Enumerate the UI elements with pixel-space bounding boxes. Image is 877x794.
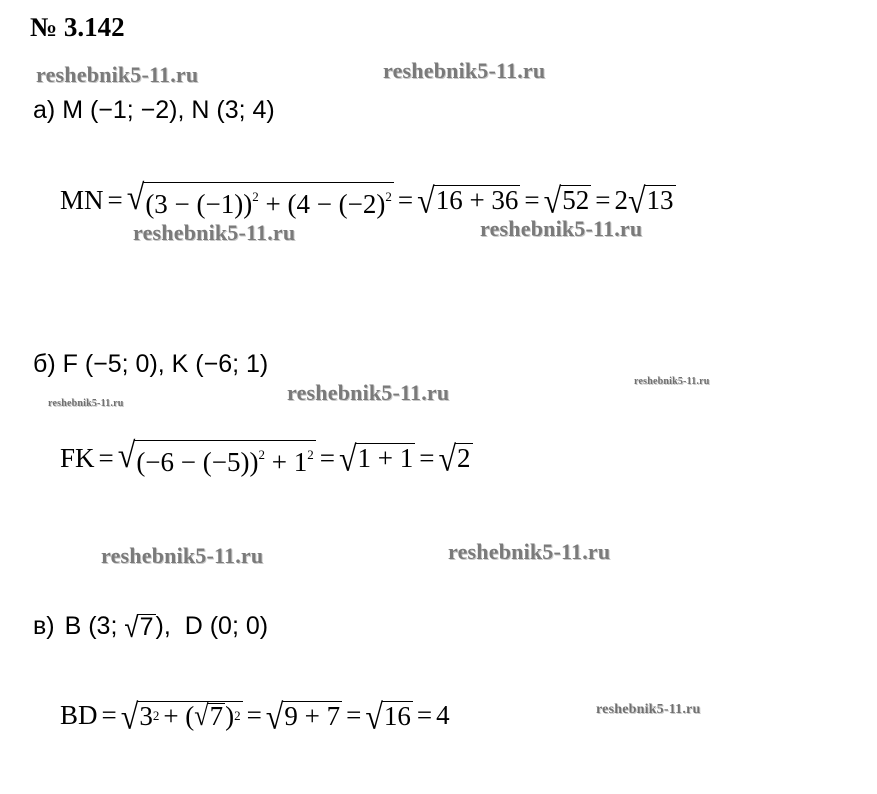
lhs: BD <box>60 700 98 730</box>
part-label: в) <box>33 612 55 640</box>
square-root: √ 16 + 36 <box>417 179 519 221</box>
square-root: √ 13 <box>627 179 674 221</box>
square-root: √ 16 <box>365 695 411 736</box>
watermark: reshebnik5-11.ru <box>48 398 124 409</box>
square-root: √ 9 + 7 <box>265 695 341 736</box>
problem-number: № 3.142 <box>30 12 125 42</box>
watermark: reshebnik5-11.ru <box>101 543 264 568</box>
square-root: √ 52 <box>543 179 590 221</box>
square-root: √ 3 2 + ( √ 7 ) 2 <box>120 695 241 736</box>
watermark: reshebnik5-11.ru <box>36 62 199 87</box>
watermark: reshebnik5-11.ru <box>480 216 643 241</box>
part-c-condition: в) B (3; √ 7 ), D (0; 0) <box>33 609 269 644</box>
lhs: MN <box>60 184 104 215</box>
part-a-condition <box>33 96 275 125</box>
part-label: а) <box>33 96 56 124</box>
square-root: √ 1 + 1 <box>338 437 414 479</box>
square-root: √ $(3 - (-1))^2 + (4 - (-2)^2$ <box>126 176 392 219</box>
watermark: reshebnik5-11.ru <box>383 58 546 83</box>
part-b-formula: FK = √ $(-6 - (-5))^2 + 1^2$ = √ 1 + 1 = √ 2 <box>60 434 471 479</box>
watermark: reshebnik5-11.ru <box>634 376 710 387</box>
part-a-formula: MN = √ $(3 - (-1))^2 + (4 - (-2)^2$ = √ 16 + 36 = √ 52 = 2 √ 13 <box>60 176 674 221</box>
condition-text: M (−1; −2), N (3; 4) <box>62 96 275 124</box>
result: 4 <box>436 700 450 730</box>
watermark: reshebnik5-11.ru <box>133 220 296 245</box>
watermark: reshebnik5-11.ru <box>596 702 701 717</box>
square-root: √ 7 <box>124 609 154 644</box>
square-root: √ $(-6 - (-5))^2 + 1^2$ <box>117 434 314 477</box>
watermark: reshebnik5-11.ru <box>448 539 611 564</box>
part-c-formula: BD = √ 3 2 + ( √ 7 ) 2 = √ 9 + 7 = √ 16 = 4 <box>60 695 450 736</box>
condition-text: F (−5; 0), K (−6; 1) <box>62 350 269 378</box>
square-root: √ 2 <box>438 437 471 479</box>
watermark: reshebnik5-11.ru <box>287 380 450 405</box>
lhs: FK <box>60 442 95 473</box>
part-label: б) <box>33 350 56 378</box>
part-b-condition <box>33 350 268 379</box>
